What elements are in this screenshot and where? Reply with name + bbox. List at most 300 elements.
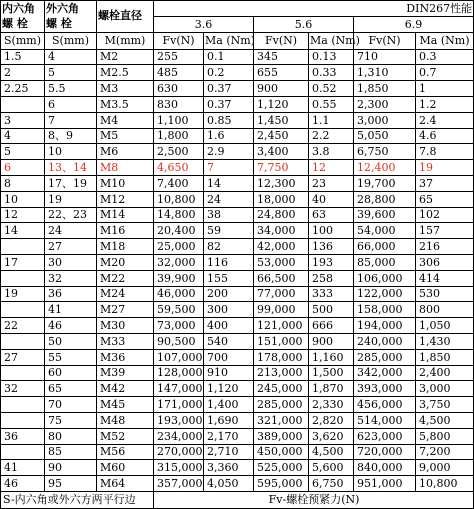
table-cell: 0.1 [204, 49, 254, 65]
table-cell: M30 [97, 318, 154, 334]
table-cell: 85 [45, 444, 97, 460]
table-cell: 22、23 [45, 207, 97, 223]
table-cell: 2,820 [309, 412, 354, 428]
table-cell: 710 [354, 49, 416, 65]
table-cell: 27 [1, 349, 45, 365]
standard-header: DIN267性能 [154, 1, 474, 17]
table-row [1, 144, 474, 160]
table-cell: 345 [254, 49, 309, 65]
table-cell: 17 [1, 254, 45, 270]
table-cell: 39,900 [154, 270, 204, 286]
table-cell: 258 [309, 270, 354, 286]
table-cell [1, 412, 45, 428]
table-cell: 485 [154, 65, 204, 81]
table-cell: 2,400 [416, 365, 474, 381]
unit-header-cell: S(mm) [1, 32, 45, 49]
table-cell [1, 239, 45, 255]
table-cell: 14 [204, 175, 254, 191]
table-cell: 910 [204, 365, 254, 381]
table-cell: 655 [254, 65, 309, 81]
table-cell: M48 [97, 412, 154, 428]
table-cell: 1.2 [416, 96, 474, 112]
table-cell: 12 [1, 207, 45, 223]
table-cell: 1,100 [154, 112, 204, 128]
table-cell: M27 [97, 302, 154, 318]
table-cell: 500 [309, 302, 354, 318]
table-cell: 14,800 [154, 207, 204, 223]
table-cell: 37 [416, 175, 474, 191]
table-cell: 19 [1, 286, 45, 302]
outer-hex-header-line1: 外六角 [45, 1, 97, 17]
table-cell: 3,000 [354, 112, 416, 128]
table-cell: 194,000 [354, 318, 416, 334]
table-cell: 36 [1, 428, 45, 444]
table-cell: 36 [45, 286, 97, 302]
table-cell: 0.55 [309, 96, 354, 112]
table-row [1, 270, 474, 286]
table-cell [1, 397, 45, 413]
table-cell: 4 [1, 128, 45, 144]
table-cell: M64 [97, 476, 154, 492]
table-cell: M5 [97, 128, 154, 144]
table-cell: M2 [97, 49, 154, 65]
table-cell: 4,050 [204, 476, 254, 492]
table-cell: M36 [97, 349, 154, 365]
table-cell: 12 [309, 160, 354, 176]
table-cell: 1,450 [254, 112, 309, 128]
table-cell: M45 [97, 397, 154, 413]
table-cell [1, 444, 45, 460]
table-cell: 24,800 [254, 207, 309, 223]
table-cell: 77,000 [254, 286, 309, 302]
table-cell: 514,000 [354, 412, 416, 428]
table-row [1, 397, 474, 413]
table-cell: 3,000 [416, 381, 474, 397]
table-row [1, 128, 474, 144]
table-cell: 19 [416, 160, 474, 176]
table-cell: 25,000 [154, 239, 204, 255]
table-cell: 53,000 [254, 254, 309, 270]
table-row [1, 112, 474, 128]
table-cell: 10 [1, 191, 45, 207]
table-cell: 3,620 [309, 428, 354, 444]
table-cell: 59 [204, 223, 254, 239]
table-row [1, 460, 474, 476]
table-cell: 46,000 [154, 286, 204, 302]
table-cell: M3.5 [97, 96, 154, 112]
table-cell: 65 [45, 381, 97, 397]
table-cell: 2,450 [254, 128, 309, 144]
table-cell: 1,690 [204, 412, 254, 428]
table-cell: 4.6 [416, 128, 474, 144]
table-cell: 95 [45, 476, 97, 492]
table-cell: 5,050 [354, 128, 416, 144]
table-row [1, 349, 474, 365]
table-cell: M14 [97, 207, 154, 223]
table-cell: 0.2 [204, 65, 254, 81]
table-cell: 42,000 [254, 239, 309, 255]
table-cell: 4 [45, 49, 97, 65]
table-cell: 158,000 [354, 302, 416, 318]
table-cell: 3 [1, 112, 45, 128]
table-cell: 99,000 [254, 302, 309, 318]
table-cell: 151,000 [254, 333, 309, 349]
table-cell: 4,500 [416, 412, 474, 428]
table-row [1, 239, 474, 255]
table-cell: 200 [204, 286, 254, 302]
table-cell: 121,000 [254, 318, 309, 334]
table-cell: 27 [45, 239, 97, 255]
table-cell: 3,750 [416, 397, 474, 413]
table-row [1, 381, 474, 397]
table-cell: M52 [97, 428, 154, 444]
table-cell: 46 [1, 476, 45, 492]
table-cell: 0.7 [416, 65, 474, 81]
table-cell: 720,000 [354, 444, 416, 460]
table-cell: 19,700 [354, 175, 416, 191]
table-cell: 951,000 [354, 476, 416, 492]
table-cell: 70 [45, 397, 97, 413]
table-cell: 193 [309, 254, 354, 270]
table-cell: 255 [154, 49, 204, 65]
table-cell: 10,800 [154, 191, 204, 207]
grade-6-9-header: 6.9 [354, 16, 474, 32]
inner-hex-header-line1: 内六角 [1, 1, 45, 17]
table-row [1, 254, 474, 270]
table-cell: 7 [204, 160, 254, 176]
table-cell: 155 [204, 270, 254, 286]
table-cell: 128,000 [154, 365, 204, 381]
table-cell: M4 [97, 112, 154, 128]
table-cell: M8 [97, 160, 154, 176]
table-cell: M12 [97, 191, 154, 207]
table-cell: M6 [97, 144, 154, 160]
table-cell: 7,750 [254, 160, 309, 176]
table-row [1, 412, 474, 428]
table-cell: 321,000 [254, 412, 309, 428]
table-cell: 306 [416, 254, 474, 270]
unit-header-cell: S(mm) [45, 32, 97, 49]
table-cell: 23 [309, 175, 354, 191]
table-cell: 107,000 [154, 349, 204, 365]
table-cell: 450,000 [254, 444, 309, 460]
table-cell [1, 270, 45, 286]
table-cell: 50 [45, 333, 97, 349]
table-cell: 19 [45, 191, 97, 207]
table-cell: 300 [204, 302, 254, 318]
table-cell: 900 [309, 333, 354, 349]
table-cell: 530 [416, 286, 474, 302]
table-cell: M60 [97, 460, 154, 476]
table-cell: 285,000 [354, 349, 416, 365]
table-cell: 66,500 [254, 270, 309, 286]
outer-hex-header-line2: 螺 栓 [45, 16, 97, 32]
table-row [1, 444, 474, 460]
table-row [1, 65, 474, 81]
table-cell: 5 [45, 65, 97, 81]
table-cell: 40 [309, 191, 354, 207]
table-cell: 666 [309, 318, 354, 334]
table-cell: 6,750 [309, 476, 354, 492]
table-cell: 30 [45, 254, 97, 270]
table-body [1, 49, 474, 491]
table-cell: 1,120 [204, 381, 254, 397]
table-cell: 46 [45, 318, 97, 334]
table-cell: 800 [416, 302, 474, 318]
unit-header-cell: Fv(N) [254, 32, 309, 49]
table-cell: 60 [45, 365, 97, 381]
table-row [1, 286, 474, 302]
table-cell: 7 [45, 112, 97, 128]
table-cell: 106,000 [354, 270, 416, 286]
table-cell: 171,000 [154, 397, 204, 413]
table-cell [1, 365, 45, 381]
table-cell: 900 [254, 81, 309, 97]
table-cell: 147,000 [154, 381, 204, 397]
table-cell: 82 [204, 239, 254, 255]
table-row [1, 175, 474, 191]
unit-header-cell: Ma (Nm) [416, 32, 474, 49]
unit-header-cell: M(mm) [97, 32, 154, 49]
table-cell: 5 [1, 144, 45, 160]
table-cell: 116 [204, 254, 254, 270]
table-cell: M3 [97, 81, 154, 97]
grade-5-6-header: 5.6 [254, 16, 354, 32]
table-cell: 6,750 [354, 144, 416, 160]
table-cell: 0.13 [309, 49, 354, 65]
table-row [1, 207, 474, 223]
table-cell [1, 333, 45, 349]
table-row [1, 476, 474, 492]
table-cell: 389,000 [254, 428, 309, 444]
table-cell: 6 [45, 96, 97, 112]
table-cell: 1,160 [309, 349, 354, 365]
table-cell: 245,000 [254, 381, 309, 397]
table-row [1, 49, 474, 65]
table-cell: 59,500 [154, 302, 204, 318]
table-cell: 2,170 [204, 428, 254, 444]
table-cell: M33 [97, 333, 154, 349]
table-cell: 1.6 [204, 128, 254, 144]
table-cell: 178,000 [254, 349, 309, 365]
table-cell: 2,710 [204, 444, 254, 460]
table-cell: 2.25 [1, 81, 45, 97]
table-cell: 102 [416, 207, 474, 223]
table-cell: 414 [416, 270, 474, 286]
table-cell: M10 [97, 175, 154, 191]
table-cell: 630 [154, 81, 204, 97]
table-cell: 1,850 [416, 349, 474, 365]
table-cell: 1,430 [416, 333, 474, 349]
table-cell: 213,000 [254, 365, 309, 381]
table-cell: 2,300 [354, 96, 416, 112]
table-row [1, 96, 474, 112]
table-row [1, 333, 474, 349]
table-cell: 2,330 [309, 397, 354, 413]
table-cell: 0.3 [416, 49, 474, 65]
table-cell: 32,000 [154, 254, 204, 270]
table-cell: 333 [309, 286, 354, 302]
table-cell: 1 [416, 81, 474, 97]
table-cell: 14 [1, 223, 45, 239]
table-cell: 1,850 [354, 81, 416, 97]
table-cell: 700 [204, 349, 254, 365]
table-cell: 32 [1, 381, 45, 397]
table-cell: 357,000 [154, 476, 204, 492]
table-cell: 1,120 [254, 96, 309, 112]
table-cell: 136 [309, 239, 354, 255]
table-cell: 12,300 [254, 175, 309, 191]
table-cell: M56 [97, 444, 154, 460]
table-row [1, 365, 474, 381]
table-cell: 24 [45, 223, 97, 239]
table-cell: 1,050 [416, 318, 474, 334]
table-cell: 157 [416, 223, 474, 239]
grade-3-6-header: 3.6 [154, 16, 254, 32]
table-cell: 24 [204, 191, 254, 207]
table-cell: 75 [45, 412, 97, 428]
table-cell: 41 [45, 302, 97, 318]
table-cell: 73,000 [154, 318, 204, 334]
table-row [1, 160, 474, 176]
table-cell: 10 [45, 144, 97, 160]
table-cell: 39,600 [354, 207, 416, 223]
table-cell: 4,650 [154, 160, 204, 176]
table-cell: 9,000 [416, 460, 474, 476]
table-row [1, 191, 474, 207]
table-row [1, 223, 474, 239]
table-cell: 393,000 [354, 381, 416, 397]
unit-header-cell: Fv(N) [154, 32, 204, 49]
table-cell: 400 [204, 318, 254, 334]
table-cell: 3.8 [309, 144, 354, 160]
table-row [1, 302, 474, 318]
table-cell: 5,600 [309, 460, 354, 476]
table-cell: 20,400 [154, 223, 204, 239]
table-cell: 17、19 [45, 175, 97, 191]
table-cell: 3,400 [254, 144, 309, 160]
table-cell: 0.52 [309, 81, 354, 97]
table-cell: 456,000 [354, 397, 416, 413]
table-cell: 216 [416, 239, 474, 255]
table-cell: 830 [154, 96, 204, 112]
table-cell: 8 [1, 175, 45, 191]
table-cell [1, 96, 45, 112]
table-cell: 13、14 [45, 160, 97, 176]
table-cell: 4,500 [309, 444, 354, 460]
table-row [1, 428, 474, 444]
table-cell: 7,400 [154, 175, 204, 191]
table-cell: 66,000 [354, 239, 416, 255]
table-cell: 240,000 [354, 333, 416, 349]
table-cell: 0.85 [204, 112, 254, 128]
table-row [1, 318, 474, 334]
table-cell: 8、9 [45, 128, 97, 144]
table-cell: 315,000 [154, 460, 204, 476]
table-cell: 623,000 [354, 428, 416, 444]
table-cell: 65 [416, 191, 474, 207]
footer-note-left: S-内六角或外六方两平行边 [1, 491, 154, 508]
table-cell: 525,000 [254, 460, 309, 476]
table-cell: 0.33 [309, 65, 354, 81]
table-cell: 1,310 [354, 65, 416, 81]
table-cell: M16 [97, 223, 154, 239]
table-cell: 55 [45, 349, 97, 365]
table-cell: 540 [204, 333, 254, 349]
table-cell: 54,000 [354, 223, 416, 239]
bolt-diameter-header: 螺栓直径 [97, 1, 154, 33]
table-cell: 7.8 [416, 144, 474, 160]
table-cell: 63 [309, 207, 354, 223]
table-cell: 5,800 [416, 428, 474, 444]
table-cell: 7,200 [416, 444, 474, 460]
table-cell: 1,500 [309, 365, 354, 381]
table-cell: M2.5 [97, 65, 154, 81]
table-cell: M22 [97, 270, 154, 286]
table-cell: M18 [97, 239, 154, 255]
table-cell: 840,000 [354, 460, 416, 476]
table-cell: 41 [1, 460, 45, 476]
table-cell: 38 [204, 207, 254, 223]
table-cell: 22 [1, 318, 45, 334]
table-cell: 34,000 [254, 223, 309, 239]
units-row [1, 32, 474, 49]
table-cell: 90,500 [154, 333, 204, 349]
table-cell: 1.1 [309, 112, 354, 128]
table-cell: 342,000 [354, 365, 416, 381]
table-cell: 100 [309, 223, 354, 239]
table-cell: 122,000 [354, 286, 416, 302]
table-cell: 2.4 [416, 112, 474, 128]
table-cell: M24 [97, 286, 154, 302]
table-cell: 270,000 [154, 444, 204, 460]
table-cell: 18,000 [254, 191, 309, 207]
table-cell: 234,000 [154, 428, 204, 444]
table-cell: M20 [97, 254, 154, 270]
table-cell: 80 [45, 428, 97, 444]
table-cell [1, 302, 45, 318]
unit-header-cell: Ma (Nm) [310, 34, 360, 48]
table-row [1, 81, 474, 97]
table-cell: 12,400 [354, 160, 416, 176]
table-cell: 285,000 [254, 397, 309, 413]
table-cell: M42 [97, 381, 154, 397]
table-cell: 5.5 [45, 81, 97, 97]
footer-note-right: Fv-螺栓预紧力(N) [154, 491, 474, 508]
table-cell: 2.2 [309, 128, 354, 144]
table-cell: 3,360 [204, 460, 254, 476]
table-cell: 85,000 [354, 254, 416, 270]
table-cell: 0.37 [204, 96, 254, 112]
unit-header-cell: Ma (Nm) [205, 34, 255, 48]
table-cell: 1,870 [309, 381, 354, 397]
unit-header-cell: Fv(N) [354, 32, 416, 49]
table-cell: 1,800 [154, 128, 204, 144]
table-cell: 1.5 [1, 49, 45, 65]
table-cell: 2.9 [204, 144, 254, 160]
table-cell: M39 [97, 365, 154, 381]
table-cell: 28,800 [354, 191, 416, 207]
table-cell: 2,500 [154, 144, 204, 160]
table-cell: 32 [45, 270, 97, 286]
table-cell: 10,800 [416, 476, 474, 492]
table-cell: 2 [1, 65, 45, 81]
table-cell: 193,000 [154, 412, 204, 428]
table-cell: 6 [1, 160, 45, 176]
table-cell: 595,000 [254, 476, 309, 492]
inner-hex-header-line2: 螺 栓 [1, 16, 45, 32]
table-cell: 1,400 [204, 397, 254, 413]
